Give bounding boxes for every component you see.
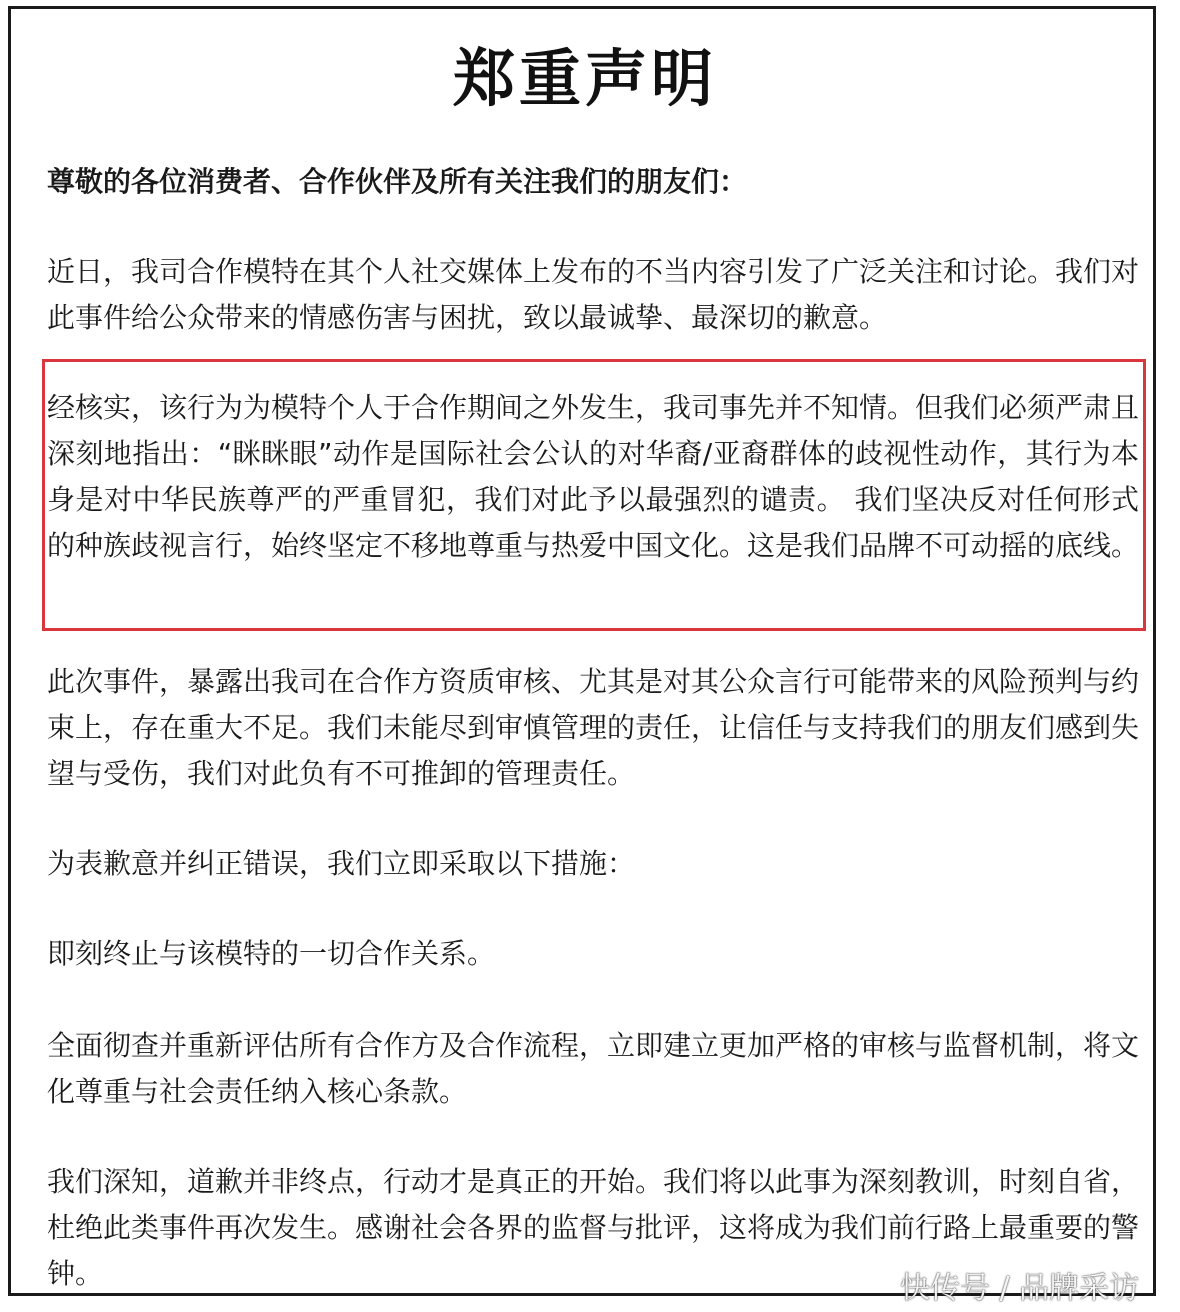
- statement-document: [8, 6, 1156, 1296]
- document-title: 郑重声明: [452, 42, 717, 115]
- salutation: 尊敬的各位消费者、合作伙伴及所有关注我们的朋友们：: [47, 165, 748, 198]
- paragraph-responsibility: 此次事件，暴露出我司在合作方资质审核、尤其是对其公众言行可能带来的风险预判与约束上，存在重大不足。我们未能尽到审慎管理的责任，让信任与支持我们的朋友们感到失望与受伤，我们对此负有不可推卸的管理责任。: [47, 665, 1140, 790]
- paragraph-apology: 近日，我司合作模特在其个人社交媒体上发布的不当内容引发了广泛关注和讨论。我们对此事件给公众带来的情感伤害与困扰，致以最诚挚、最深切的歉意。: [47, 255, 1140, 334]
- paragraph-closing: 我们深知，道歉并非终点，行动才是真正的开始。我们将以此事为深刻教训，时刻自省，杜绝此类事件再次发生。感谢社会各界的监督与批评，这将成为我们前行路上最重要的警钟。: [47, 1165, 1140, 1290]
- paragraph-verification: 经核实，该行为为模特个人于合作期间之外发生，我司事先并不知情。但我们必须严肃且深刻地指出：“眯眯眼”动作是国际社会公认的对华裔/亚裔群体的歧视性动作，其行为本身是对中华民族尊严的严重冒犯，我们对此予以最强烈的谴责。 我们坚决反对任何形式的种族歧视言行，始终坚定不移地尊重与热爱中国文化。这是我们品牌不可动摇的底线。: [47, 391, 1140, 562]
- paragraph-measure-review: 全面彻查并重新评估所有合作方及合作流程，立即建立更加严格的审核与监督机制，将文化尊重与社会责任纳入核心条款。: [47, 1029, 1140, 1108]
- paragraph-measure-terminate: 即刻终止与该模特的一切合作关系。: [47, 937, 496, 970]
- paragraph-measures-intro: 为表歉意并纠正错误，我们立即采取以下措施：: [47, 847, 636, 880]
- watermark: 快传号 / 品牌采访: [900, 1271, 1140, 1306]
